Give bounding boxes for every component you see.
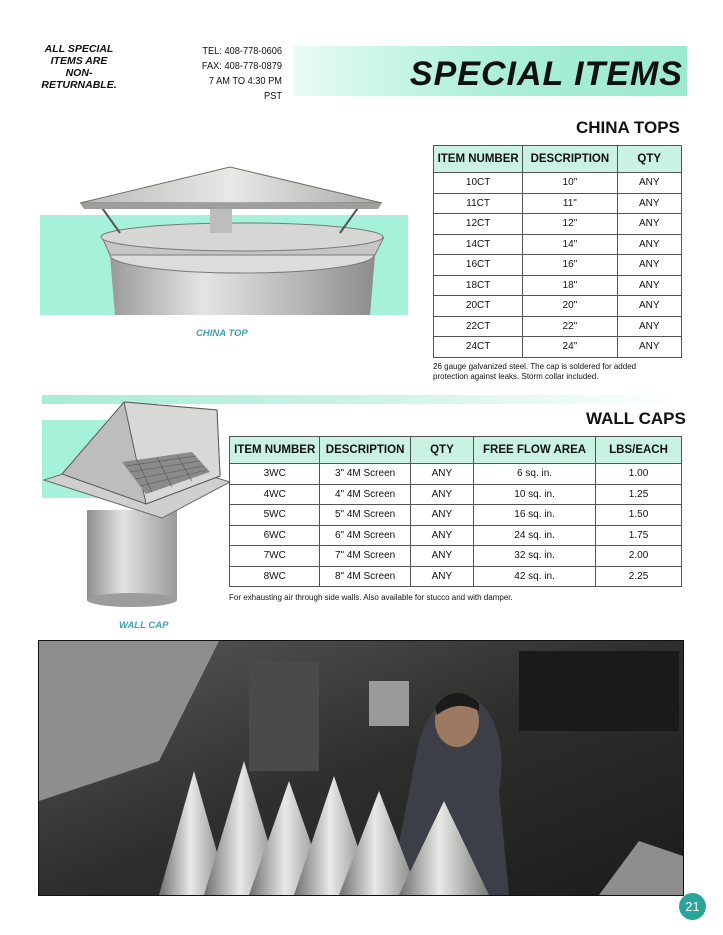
table-header-row [230,437,682,464]
column-header: QTY [617,146,682,173]
table-cell: 16" [523,255,617,276]
table-cell: ANY [617,234,682,255]
wall-cap-image [42,400,232,608]
table-row [434,275,682,296]
table-cell: 1.75 [596,525,682,546]
title-band [293,46,687,96]
table-cell: 6" 4M Screen [320,525,410,546]
table-cell: 7WC [230,546,320,567]
table-cell: ANY [410,546,473,567]
column-header: DESCRIPTION [320,437,410,464]
china-tops-note [433,362,683,382]
page-title: SPECIAL ITEMS [409,55,683,93]
table-cell: ANY [617,255,682,276]
column-header: LBS/EACH [596,437,682,464]
notice-line: ITEMS ARE [50,55,108,67]
table-header-row [434,146,682,173]
column-header: FREE FLOW AREA [474,437,596,464]
table-cell: 1.50 [596,505,682,526]
table-cell: 10" [523,173,617,194]
table-cell: 2.25 [596,566,682,587]
table-cell: 3WC [230,464,320,485]
table-cell: ANY [410,525,473,546]
table-cell: ANY [410,505,473,526]
table-cell: 10CT [434,173,523,194]
table-row [230,525,682,546]
column-header: QTY [410,437,473,464]
table-cell: ANY [617,296,682,317]
table-cell: 8" 4M Screen [320,566,410,587]
table-cell: 16CT [434,255,523,276]
table-row [230,546,682,567]
non-returnable-notice [40,43,118,91]
table-cell: 10 sq. in. [474,484,596,505]
table-cell: ANY [617,316,682,337]
table-cell: 18" [523,275,617,296]
china-top-caption: CHINA TOP [196,328,248,339]
china-top-image [40,165,408,315]
table-cell: 8WC [230,566,320,587]
table-cell: 22CT [434,316,523,337]
table-row [230,505,682,526]
table-cell: 6 sq. in. [474,464,596,485]
china-tops-heading: CHINA TOPS [576,118,680,137]
table-row [434,234,682,255]
table-row [434,296,682,317]
table-cell: 42 sq. in. [474,566,596,587]
table-cell: 2.00 [596,546,682,567]
workshop-photo-illustration [39,641,683,895]
table-cell: 14" [523,234,617,255]
table-row [434,173,682,194]
table-cell: 5" 4M Screen [320,505,410,526]
table-cell: ANY [410,484,473,505]
table-cell: 12" [523,214,617,235]
table-cell: 1.25 [596,484,682,505]
table-row [230,464,682,485]
table-cell: 11" [523,193,617,214]
table-cell: ANY [410,464,473,485]
table-cell: 11CT [434,193,523,214]
table-cell: 4" 4M Screen [320,484,410,505]
table-cell: 18CT [434,275,523,296]
contact-info [201,44,282,104]
table-row [230,566,682,587]
note-line: protection against leaks. Storm collar included. [433,372,599,381]
table-cell: 6WC [230,525,320,546]
table-row [434,214,682,235]
note-line: 26 gauge galvanized steel. The cap is soldered for added [433,362,637,371]
column-header: ITEM NUMBER [230,437,320,464]
column-header: DESCRIPTION [523,146,617,173]
table-cell: ANY [617,193,682,214]
table-cell: 3" 4M Screen [320,464,410,485]
table-cell: 12CT [434,214,523,235]
table-cell: 24 sq. in. [474,525,596,546]
table-cell: 20" [523,296,617,317]
phone-number: TEL: 408-778-0606 [202,45,282,57]
table-cell: 5WC [230,505,320,526]
table-cell: 16 sq. in. [474,505,596,526]
china-tops-table [433,145,682,358]
table-row [434,193,682,214]
table-cell: 20CT [434,296,523,317]
table-cell: ANY [617,275,682,296]
wall-caps-table [229,436,682,587]
column-header: ITEM NUMBER [434,146,523,173]
page-number: 21 [679,893,706,920]
table-cell: 1.00 [596,464,682,485]
business-hours: 7 AM TO 4:30 PM PST [208,75,282,102]
table-cell: 24CT [434,337,523,358]
wall-cap-caption: WALL CAP [119,620,169,631]
notice-line: ALL SPECIAL [44,43,114,55]
table-cell: 4WC [230,484,320,505]
table-cell: ANY [410,566,473,587]
table-cell: ANY [617,214,682,235]
table-cell: 22" [523,316,617,337]
wall-caps-note: For exhausting air through side walls. Also available for stucco and with damper. [229,593,513,602]
notice-line: NON-RETURNABLE. [41,67,117,91]
table-row [230,484,682,505]
table-cell: ANY [617,337,682,358]
wall-caps-heading: WALL CAPS [586,409,686,428]
table-cell: 14CT [434,234,523,255]
workshop-photo [38,640,684,896]
fax-number: FAX: 408-778-0879 [201,60,282,72]
table-cell: 24" [523,337,617,358]
table-cell: ANY [617,173,682,194]
table-row [434,337,682,358]
table-cell: 7" 4M Screen [320,546,410,567]
table-row [434,316,682,337]
table-row [434,255,682,276]
table-cell: 32 sq. in. [474,546,596,567]
